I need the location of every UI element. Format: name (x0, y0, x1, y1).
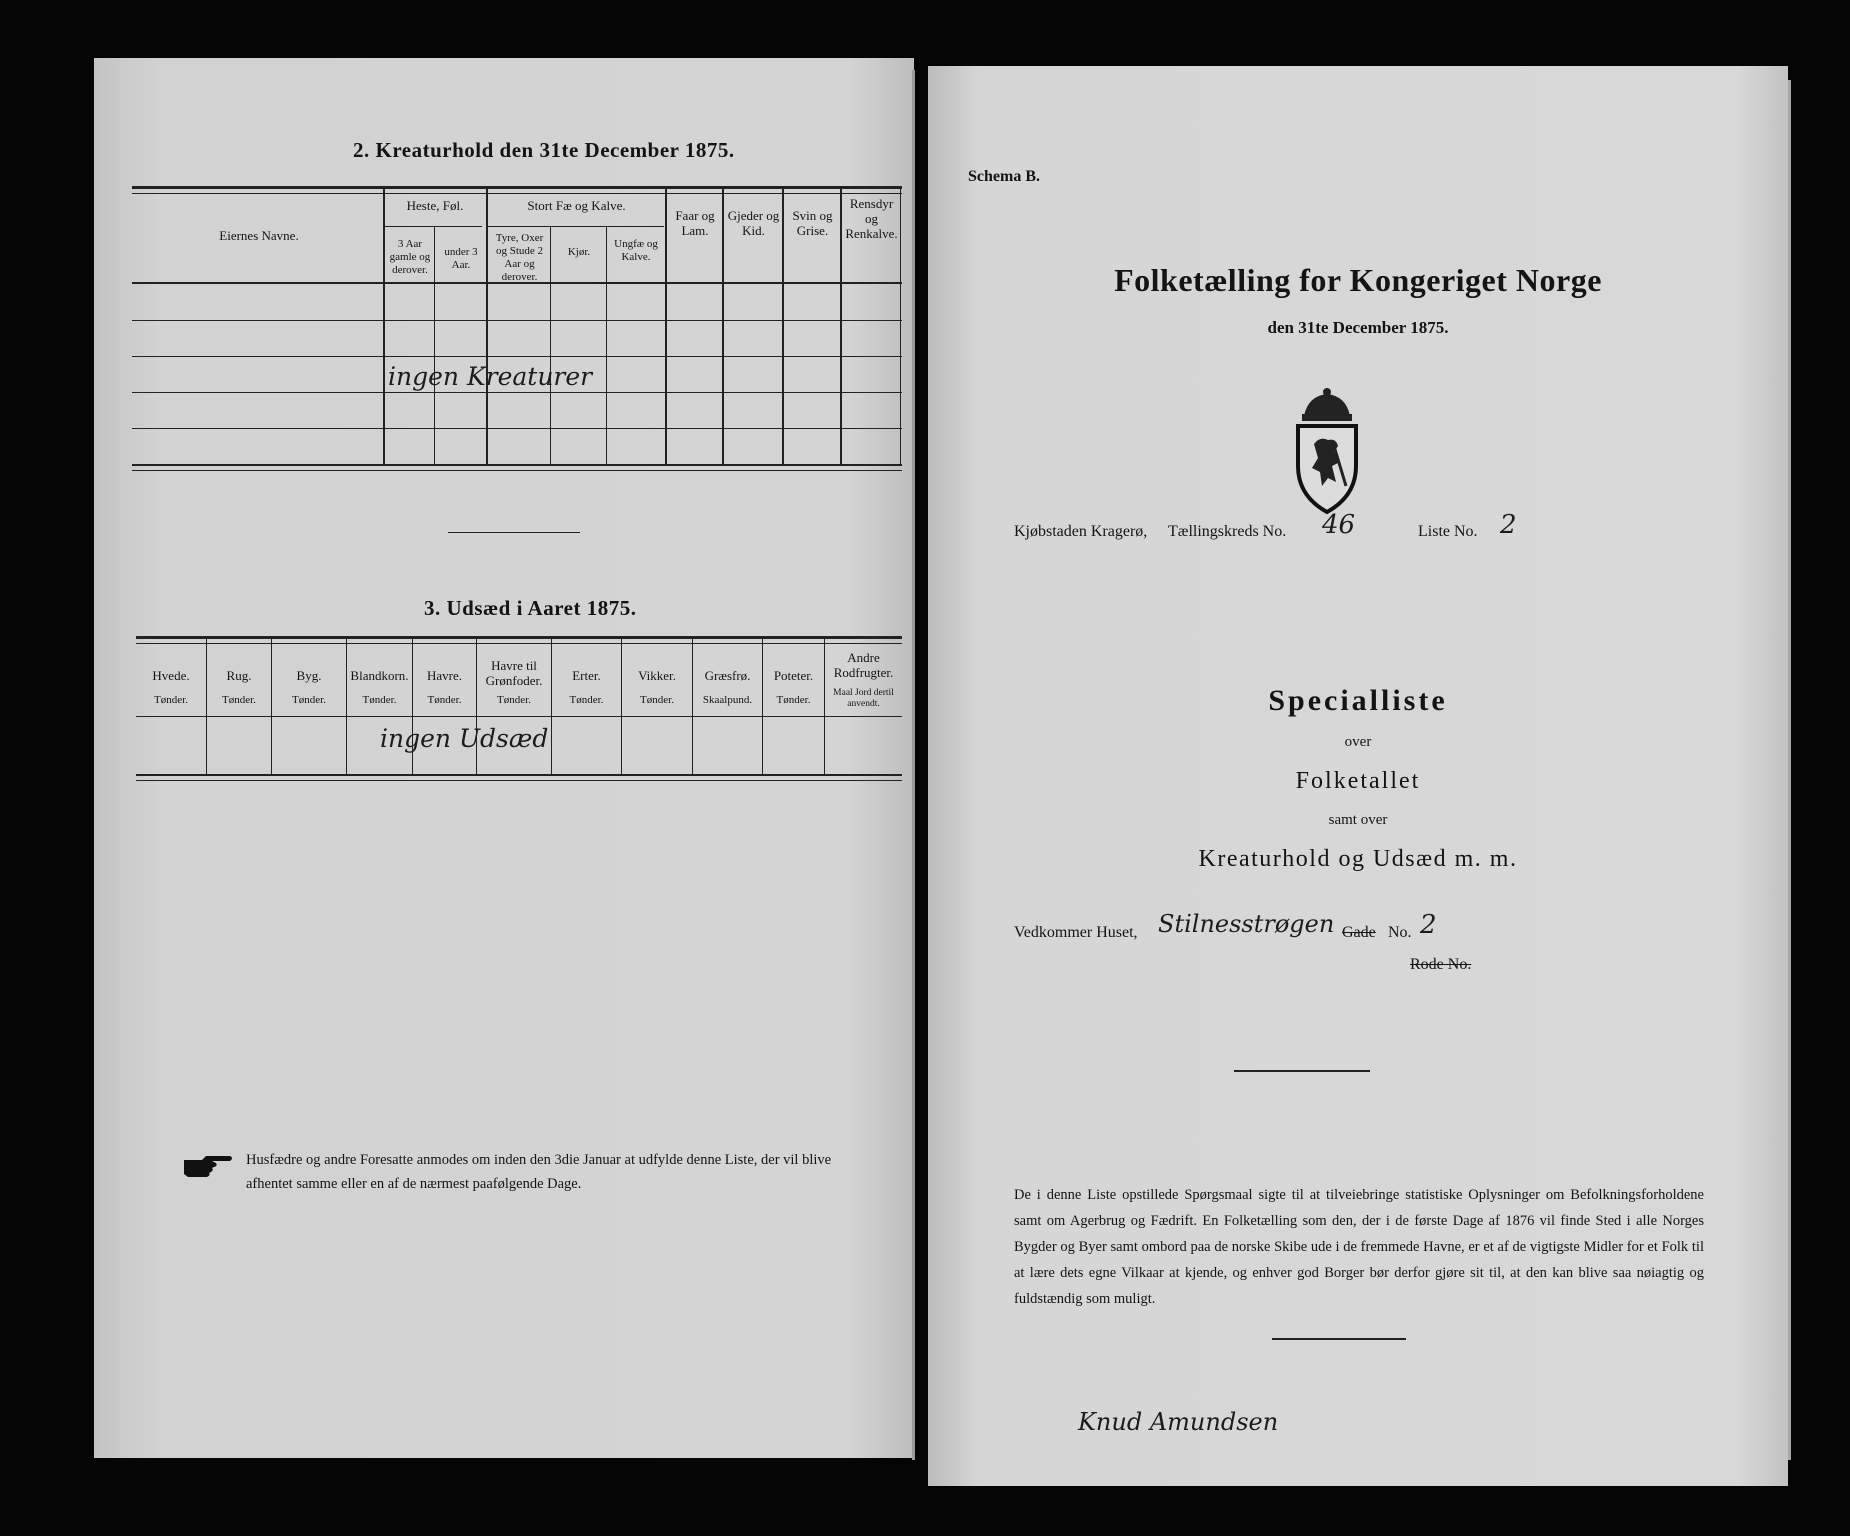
seed-col-name-9: Poteter. (773, 668, 814, 683)
seed-col-unit-2: Tønder. (292, 694, 326, 706)
seed-col-name-1: Rug. (226, 668, 252, 683)
seed-col-name-0: Hvede. (152, 668, 190, 683)
signature: Knud Amundsen (1078, 1408, 1279, 1436)
list-number: 2 (1500, 510, 1517, 540)
seed-col-name-6: Erter. (572, 668, 601, 683)
section3-title: 3. Udsæd i Aaret 1875. (424, 596, 637, 620)
seed-col-unit-3: Tønder. (362, 694, 397, 706)
seed-col-unit-5: Tønder. (497, 694, 531, 706)
seed-col-unit-1: Tønder. (222, 694, 256, 706)
over-text: over (1344, 734, 1372, 750)
seed-col-unit-10: Maal Jord dertil anvendt. (833, 688, 894, 709)
col-pigs: Svin og Grise. (792, 208, 833, 238)
seed-col-name-7: Vikker. (638, 668, 676, 683)
schema-label: Schema B. (968, 168, 1040, 185)
seed-col-name-4: Havre. (426, 668, 462, 683)
house-no-label: No. (1388, 924, 1412, 941)
handwritten-no-livestock: ingen Kreaturer (388, 362, 593, 391)
col-goats: Gjeder og Kid. (727, 208, 780, 238)
main-date: den 31te December 1875. (1267, 318, 1449, 337)
col-cows: Kjør. (567, 246, 591, 258)
seed-col-unit-8: Skaalpund. (702, 694, 753, 706)
town-label: Kjøbstaden Kragerø, (1014, 523, 1148, 540)
list-label: Liste No. (1418, 523, 1478, 540)
seed-col-name-8: Græsfrø. (704, 668, 751, 683)
district-number: 46 (1322, 510, 1356, 540)
separator-rule (448, 532, 580, 533)
house-number: 2 (1420, 910, 1437, 940)
kreaturhold-text: Kreaturhold og Udsæd m. m. (1198, 846, 1518, 872)
footnote-instruction: Husfædre og andre Foresatte anmodes om inden den 3die Januar at udfylde denne Liste, der vil blive afhentet samme eller en af de nærmest paafølgende Dage. (246, 1152, 832, 1192)
seed-col-unit-9: Tønder. (776, 694, 811, 706)
col-group-cattle: Stort Fæ og Kalve. (527, 198, 626, 213)
seed-col-unit-0: Tønder. (154, 694, 188, 706)
col-reindeer: Rensdyr og Renkalve. (845, 196, 898, 241)
seed-col-unit-4: Tønder. (427, 694, 462, 706)
col-group-horses: Heste, Føl. (406, 198, 464, 213)
handwritten-no-seed: ingen Udsæd (380, 724, 549, 753)
separator-rule-right-2 (1272, 1338, 1406, 1340)
samt-over-text: samt over (1328, 812, 1388, 828)
col-sheep: Faar og Lam. (675, 208, 715, 238)
norway-coat-of-arms-icon (1288, 386, 1366, 516)
col-horses-3plus: 3 Aar gamle og derover. (389, 238, 431, 276)
seed-col-unit-7: Tønder. (640, 694, 674, 706)
seed-col-unit-6: Tønder. (569, 694, 604, 706)
section2-title: 2. Kreaturhold den 31te December 1875. (353, 138, 735, 162)
rode-label: Rode No. (1410, 956, 1472, 973)
house-label: Vedkommer Huset, (1014, 924, 1138, 941)
seed-col-name-5: Havre til Grønfoder. (485, 658, 543, 688)
intro-paragraph: De i denne Liste opstillede Spørgsmaal sigte til at tilveiebringe statistiske Oplysninger om Befolkningsforholdene samt om Agerbrug og Fædrift. En Folketælling som den, der i de første Dage af 1876 vil finde Sted i alle Norges Bygder og Byer samt ombord paa de norske Skibe ude i de fremmede Havne, er et af de vigtigste Midler for et Folk til at lære dets egne Vilkaar at kjende, og enhver god Borger bør derfor gjøre sit til, at den kan blive saa nøiagtig og fuldstændig som muligt. (1014, 1187, 1704, 1307)
gade-label: Gade (1342, 924, 1376, 941)
separator-rule-right-1 (1234, 1070, 1370, 1072)
house-name: Stilnesstrøgen (1158, 910, 1335, 938)
col-youngstock: Ungfæ og Kalve. (614, 238, 658, 263)
col-horses-under3: under 3 Aar. (444, 246, 478, 271)
seed-col-name-2: Byg. (296, 668, 322, 683)
col-oxen: Tyre, Oxer og Stude 2 Aar og derover. (495, 232, 544, 283)
specialliste-title: Specialliste (1268, 684, 1448, 717)
seed-col-name-3: Blandkorn. (350, 668, 409, 683)
page-gutter (912, 70, 915, 1460)
folketallet-text: Folketallet (1295, 768, 1421, 794)
page-edge (1788, 80, 1791, 1460)
col-owner-names: Eiernes Navne. (219, 228, 299, 243)
main-title: Folketælling for Kongeriget Norge (1114, 262, 1602, 298)
seed-col-name-10: Andre Rodfrugter. (833, 650, 894, 680)
pointing-hand-icon (182, 1152, 234, 1180)
district-label: Tællingskreds No. (1168, 523, 1287, 540)
